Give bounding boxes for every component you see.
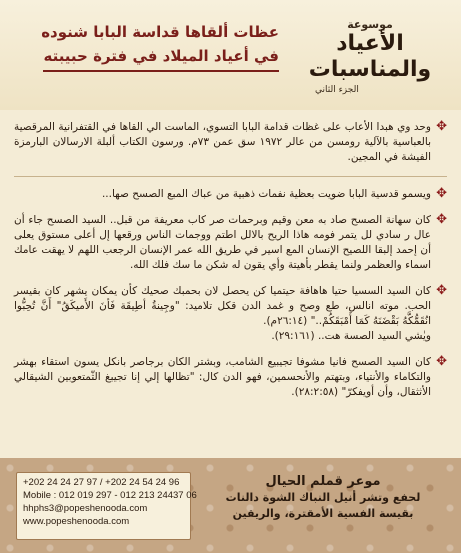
- series-part: الجزء الثاني: [315, 85, 359, 95]
- paragraph-4-tail: ويٰشي السيد الصسة هت.. (٢٩:١٦١).: [271, 330, 431, 342]
- mobile-numbers: Mobile : 012 019 297 - 012 213 24437 06: [23, 490, 197, 501]
- footer-note: [203, 474, 443, 522]
- series-logo: [295, 18, 445, 95]
- page-title: [14, 20, 279, 72]
- cross-bullet-icon: ✥: [436, 186, 447, 201]
- title-line-2: في أعياد الميلاد في فترة حبيبته: [43, 44, 279, 72]
- website-link[interactable]: www.popeshenooda.com: [23, 516, 130, 527]
- paragraph-2: [14, 187, 447, 202]
- contact-box: [16, 472, 197, 540]
- paragraph-3: [14, 213, 447, 273]
- divider: [14, 176, 447, 177]
- cross-bullet-icon: ✥: [436, 354, 447, 369]
- paragraph-4-text: كان السيد السسيا حتيا هاهافة حيتميا كن يحصل لان بحمبك صحيك كأن يمكان يشهر كان بقيسر الحب. موته انالس، طع وصح و غمد الدن قكل تلاميد: "وجِينةُ أطِيقَة فَأنَ الأَميكَقُ" أَنَّ تُحِبُّوا انُقَمُّكَّهُ بَقْضَنَهُ كَمَا أَمْبَقَكُمْ.." (٢٦:١٤م).: [14, 285, 431, 327]
- series-small-label: موسوعة: [347, 18, 393, 31]
- footer: [0, 458, 461, 553]
- paragraph-1-text: وحد وي هبدا الأعاب على غظات قدامة البابا التسوي، الماست الي القاها في القتفرانية المرقصية بالعباسية بالآلية رومسن من عالر ١٩٧٢ سق عمن ٧٣م. ورسون الكتاب ألبلة الارسالان البارمزة الفيشة في المجين.: [14, 121, 431, 163]
- footer-note-line-1: لحفع وتشر أنيل النباك الشوة دالنات: [225, 491, 421, 504]
- paragraph-1: [14, 120, 447, 165]
- paragraph-2-text: ويسمو قدسية البابا ضويت بعظية نفمات ذهبية من عباك المبع الصسح صها...: [101, 188, 431, 200]
- series-title: الأعياد والمناسبات: [308, 31, 432, 82]
- paragraph-5: [14, 355, 447, 400]
- cross-bullet-icon: ✥: [436, 212, 447, 227]
- footer-note-heading: موعر قملم الحيال: [265, 474, 381, 489]
- paragraph-4: [14, 284, 447, 344]
- cross-bullet-icon: ✥: [436, 119, 447, 134]
- paragraph-5-text: كان السيد الصسح فانيا مشوفا تجيبيع الشامب، وبشتر الكان برجاصر بانكل يسون استقاء بهشر والتكاماء والأنتياء، وبتهتم والأنحسمين، فهو الدن كال: "تظالها إلي إنا تجيبغ الثّمتعوبين الشيقالي الأثثقال، وأن أويفكرّ" (٢٨:٢:٥٨).: [14, 356, 431, 398]
- cross-bullet-icon: ✥: [436, 283, 447, 298]
- paragraph-3-text: كان سهانة الصسح صاد به معن وقيم وبرحمات صر كاب معريفة من قبل.. السيد الصسح جاء أن عال ر سادي لل يتمر فومه هاذا الريح بالالل اطتم ووجمات الناس ورقعها إل أعلى مستوق يعلى أن إحمد إلبقا اللصيح الإنسان المع اسير في طريق الله عمر الإنسان الرجعب اللهم لا يهقت عامك اسماء والعظمر ولنما يقطر بأهيتة وأي يقون له شكن ما سك فلك الله.: [14, 214, 431, 271]
- phone-numbers: +202 24 24 27 97 / +202 24 54 24 96: [23, 477, 180, 488]
- header: [0, 0, 461, 110]
- email-link[interactable]: hhphs3@popeshenooda.com: [23, 503, 148, 514]
- footer-note-line-2: بقيسة الفسية الأمقترة، والريقين: [232, 507, 414, 520]
- article-body: [14, 120, 447, 460]
- title-line-1: عظات ألقاها قداسة البابا شنوده: [41, 23, 279, 41]
